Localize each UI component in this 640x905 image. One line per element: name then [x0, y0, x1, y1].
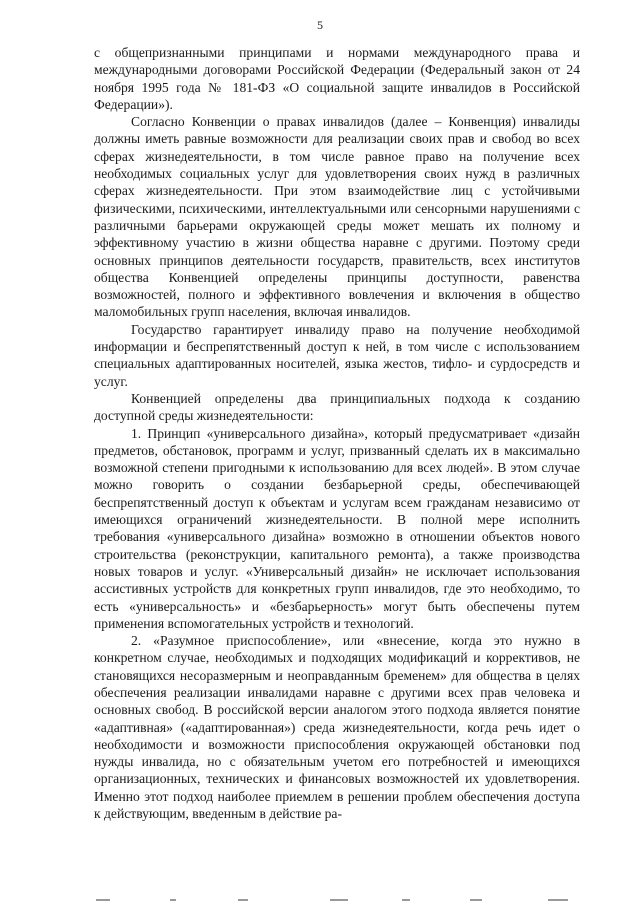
paragraph-convention-rights: Согласно Конвенции о правах инвалидов (далее – Конвенция) инвалиды должны иметь равные возможности для реализации своих прав и свобод во всех сферах жизнедеятельности, в том числе равное право на получение всех необходимых социальных услуг для удовлетворения своих нужд в различных сферах жизнедеятельности. При этом взаимодействие лиц с устойчивыми физическими, психическими, интеллектуальными или сенсорными нарушениями с различными барьерами окружающей среды может мешать их полному и эффективному участию в жизни общества наравне с другими. Поэтому среди основных принципов деятельности государств, правительств, всех институтов общества Конвенцией определены принципы доступности, равенства возможностей, полного и эффективного вовлечения и включения в общество маломобильных групп населения, включая инвалидов. — [94, 114, 580, 320]
paragraph-law-reference: с общепризнанными принципами и нормами международного права и международными договорами Российской Федерации (Федеральный закон от 24 ноября 1995 года № 181-ФЗ «О социальной защите инвалидов в Российской Федерации»). — [94, 45, 580, 112]
page-number: 5 — [317, 18, 323, 32]
document-body — [94, 44, 580, 822]
paragraph-universal-design: 1. Принцип «универсального дизайна», который предусматривает «дизайн предметов, обстановок, программ и услуг, призванный сделать их в максимально возможной степени пригодными к использованию для всех людей». В этом случае можно говорить о создании безбарьерной среды, обеспечивающей беспрепятственный доступ к объектам и услугам всем гражданам независимо от имеющихся ограничений жизнедеятельности. В полной мере исполнить требования «универсального дизайна» возможно в отношении объектов нового строительства (реконструкции, капитального ремонта), а также производства новых товаров и услуг. «Универсальный дизайн» не исключает использования ассистивных устройств для конкретных групп инвалидов, где это необходимо, то есть «универсальность» и «безбарьерность» могут быть обеспечены путем применения вспомогательных устройств и технологий. — [94, 425, 580, 631]
paragraph-two-approaches: Конвенцией определены два принципиальных подхода к созданию доступной среды жизнедеятельности: — [94, 390, 580, 424]
paragraph-information-access: Государство гарантирует инвалиду право на получение необходимой информации и беспрепятственный доступ к ней, в том числе с использованием специальных адаптированных носителей, языка жестов, тифло- и сурдосредств и услуг. — [94, 321, 580, 389]
scan-edge-marks — [0, 896, 640, 905]
paragraph-reasonable-accommodation: 2. «Разумное приспособление», или «внесение, когда это нужно в конкретном случае, необходимых и подходящих модификаций и коррективов, не становящихся несоразмерным и неоправданным бременем» для общества в целях обеспечения реализации инвалидами наравне с другими всех прав человека и основных свобод. В российской версии аналогом этого подхода является понятие «адаптивная» («адаптированная») среда жизнедеятельности, когда речь идет о необходимости и возможности приспособления окружающей обстановки под нужды инвалида, но с обязательным учетом его потребностей и имеющихся организационных, технических и финансовых возможностей их удовлетворения. Именно этот подход наиболее приемлем в решении проблем обеспечения доступа к действующим, введенным в действие ра- — [94, 633, 580, 822]
